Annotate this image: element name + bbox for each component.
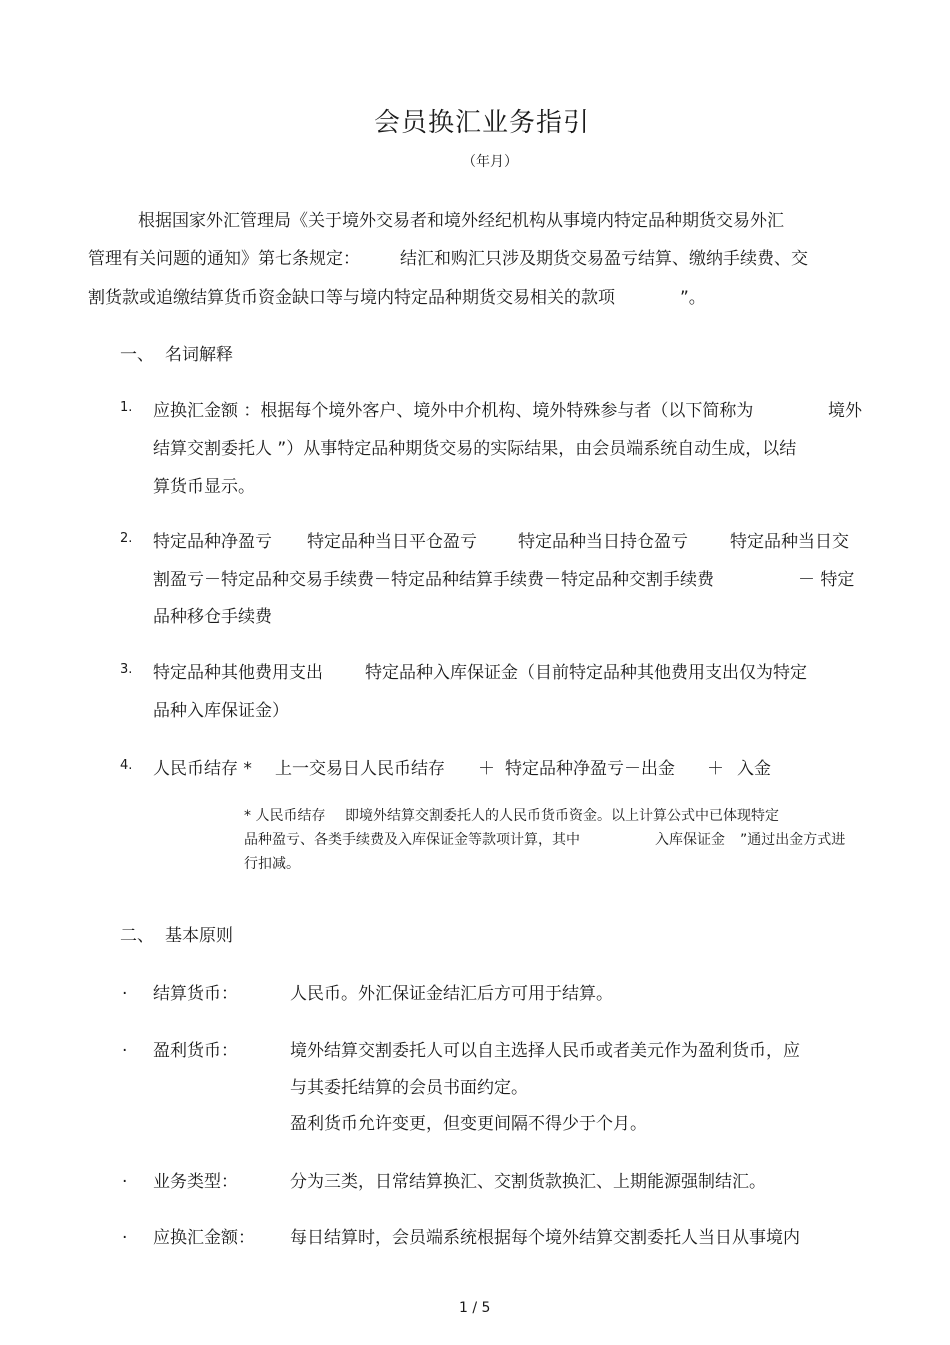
note-line-1b: 即境外结算交割委托人的人民币货币资金。以上计算公式中已体现特定 (345, 808, 779, 824)
section-2-marker: 二、 (120, 926, 154, 946)
item-1-line-1a: 应换汇金额 ：根据每个境外客户、境外中介机构、境外特殊参与者（以下简称为 (153, 401, 754, 421)
item-1-number: 1. (120, 400, 133, 415)
item-4-line-1b: 上一交易日人民币结存 (275, 759, 445, 779)
note-line-2c: ”通过出金方式进 (740, 832, 846, 848)
note-line-1a: * 人民币结存 (244, 808, 326, 824)
principle-1-line-1: 人民币。外汇保证金结汇后方可用于结算。 (290, 984, 613, 1004)
note-line-2a: 品种盈亏、各类手续费及入库保证金等款项计算，其中 (244, 832, 580, 848)
document-title: 会员换汇业务指引 (374, 108, 591, 138)
note-line-2b: 入库保证金 (655, 832, 725, 848)
principle-1-label: 结算货币： (153, 984, 238, 1004)
section-1-marker: 一、 (120, 345, 154, 365)
principle-2-line-1: 境外结算交割委托人可以自主选择人民币或者美元作为盈利货币，应 (290, 1041, 800, 1061)
item-2-number: 2. (120, 531, 133, 546)
intro-line-1: 根据国家外汇管理局《关于境外交易者和境外经纪机构从事境内特定品种期货交易外汇 (138, 211, 784, 231)
item-4-line-1c: ＋ (478, 759, 495, 779)
item-3-number: 3. (120, 662, 133, 677)
item-4-line-1e: ＋ (707, 759, 724, 779)
intro-line-2a: 管理有关问题的通知》第七条规定： (88, 249, 360, 269)
item-2-line-1b: 特定品种当日平仓盈亏 (307, 532, 477, 552)
item-3-line-1b: 特定品种入库保证金（目前特定品种其他费用支出仅为特定 (365, 663, 807, 683)
item-1-line-3: 算货币显示。 (153, 477, 255, 497)
item-2-line-2b: － 特定 (798, 570, 855, 590)
note-line-3: 行扣减。 (244, 856, 300, 872)
principle-2-label: 盈利货币： (153, 1041, 238, 1061)
item-2-line-1c: 特定品种当日持仓盈亏 (518, 532, 688, 552)
page-number: 1 / 5 (459, 1300, 491, 1316)
principle-2-line-3: 盈利货币允许变更，但变更间隔不得少于个月。 (290, 1114, 647, 1134)
item-1-line-2: 结算交割委托人 ”）从事特定品种期货交易的实际结果，由会员端系统自动生成，以结 (153, 439, 797, 459)
principle-2-bullet: . (122, 1036, 128, 1056)
section-1-heading: 名词解释 (165, 345, 233, 365)
item-2-line-2a: 割盈亏－特定品种交易手续费－特定品种结算手续费－特定品种交割手续费 (153, 570, 714, 590)
principle-3-bullet: . (122, 1167, 128, 1187)
item-2-line-1d: 特定品种当日交 (730, 532, 849, 552)
principle-4-bullet: . (122, 1223, 128, 1243)
item-2-line-1a: 特定品种净盈亏 (153, 532, 272, 552)
item-4-line-1f: 入金 (737, 759, 771, 779)
intro-line-2b: 结汇和购汇只涉及期货交易盈亏结算、缴纳手续费、交 (400, 249, 808, 269)
principle-3-label: 业务类型： (153, 1172, 238, 1192)
item-2-line-3: 品种移仓手续费 (153, 607, 272, 627)
principle-3-line-1: 分为三类，日常结算换汇、交割货款换汇、上期能源强制结汇。 (290, 1172, 766, 1192)
principle-4-line-1: 每日结算时，会员端系统根据每个境外结算交割委托人当日从事境内 (290, 1228, 800, 1248)
intro-line-3b: ”。 (680, 288, 706, 308)
principle-4-label: 应换汇金额： (153, 1228, 255, 1248)
item-4-line-1d: 特定品种净盈亏－出金 (505, 759, 675, 779)
section-2-heading: 基本原则 (165, 926, 233, 946)
document-subtitle: （年月） (462, 154, 518, 170)
intro-line-3a: 割货款或追缴结算货币资金缺口等与境内特定品种期货交易相关的款项 (88, 288, 615, 308)
item-4-number: 4. (120, 758, 133, 773)
item-1-line-1b: 境外 (828, 401, 862, 421)
item-3-line-2: 品种入库保证金） (153, 701, 289, 721)
principle-2-line-2: 与其委托结算的会员书面约定。 (290, 1078, 528, 1098)
principle-1-bullet: . (122, 979, 128, 999)
item-3-line-1a: 特定品种其他费用支出 (153, 663, 323, 683)
item-4-line-1a: 人民币结存 * (153, 759, 252, 779)
